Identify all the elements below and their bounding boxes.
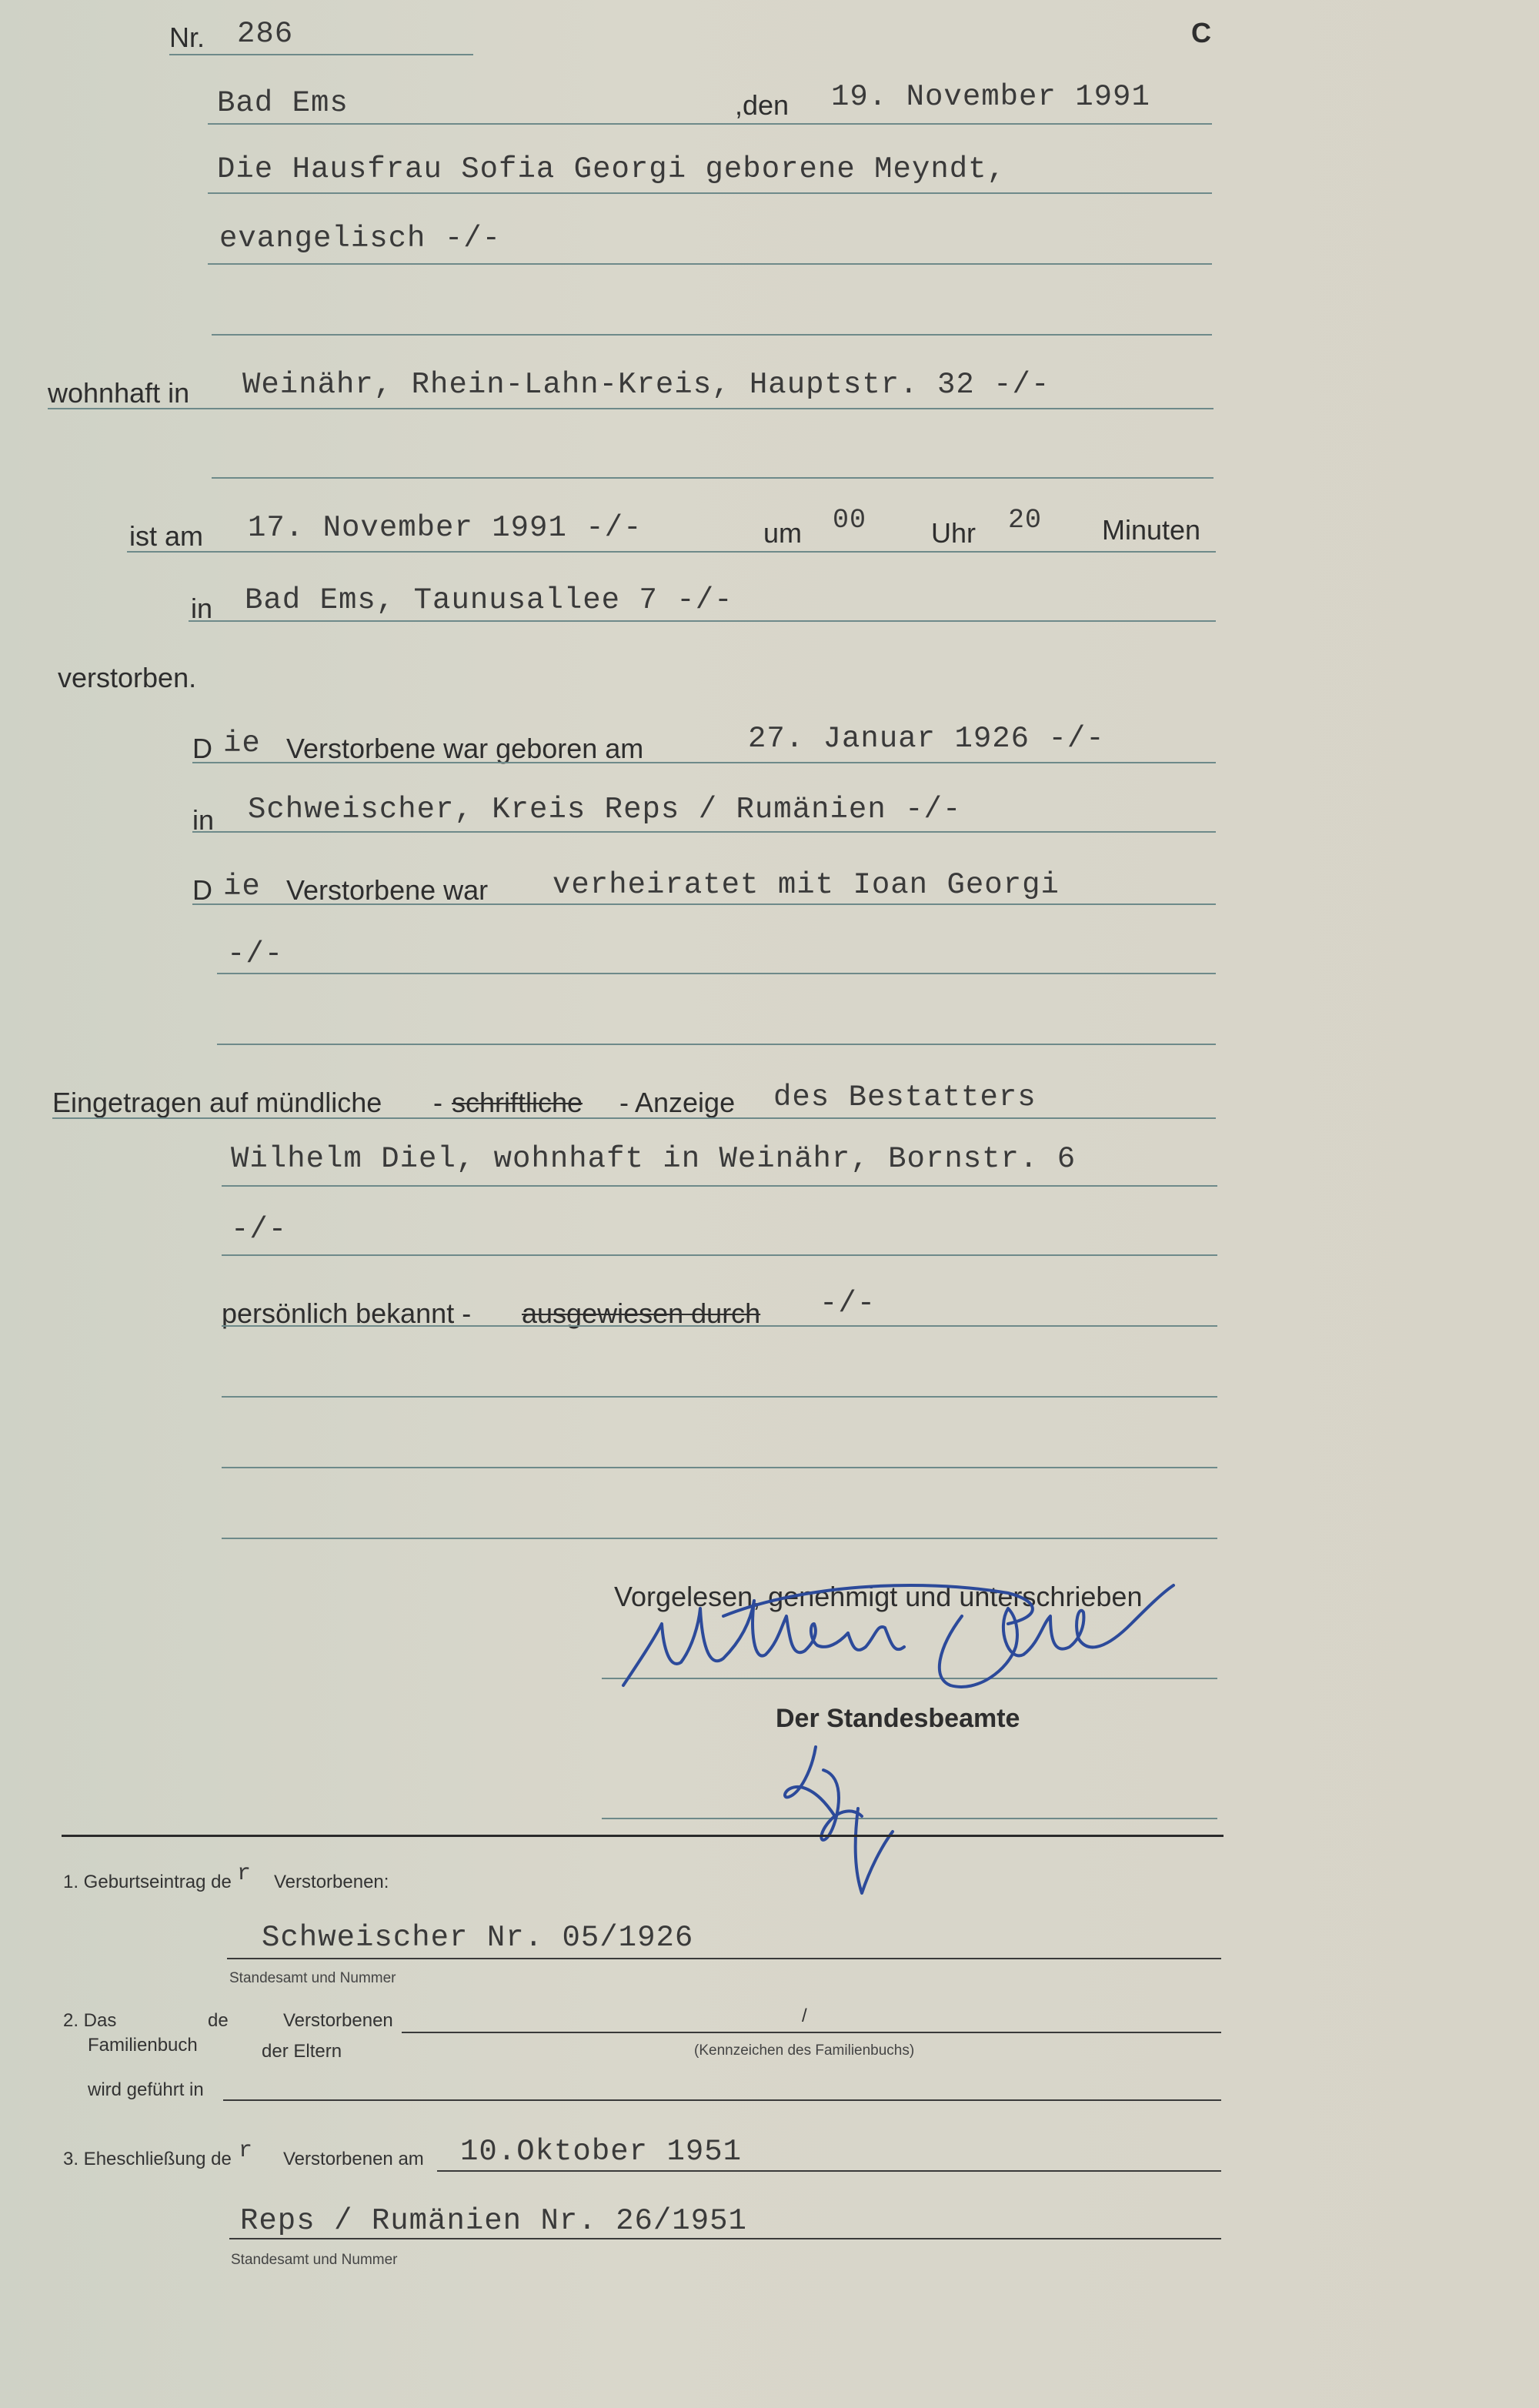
registration-line3: -/- (231, 1213, 288, 1247)
blank-line-4 (222, 1396, 1217, 1398)
marital-line2-rule (217, 973, 1216, 974)
note2-kennzeichen: (Kennzeichen des Familienbuchs) (694, 2042, 915, 2059)
known-line (222, 1325, 1217, 1327)
note3-r: r (239, 2138, 254, 2164)
death-hour: 00 (833, 505, 867, 536)
ist-am-label: ist am (129, 520, 204, 552)
um-label: um (763, 517, 803, 549)
note2-wird: wird geführt in (88, 2079, 204, 2100)
date-value: 19. November 1991 (831, 80, 1150, 114)
note2-familienbuch: Familienbuch (88, 2035, 198, 2056)
marital-d-label: D (192, 874, 212, 906)
note3-date: 10.Oktober 1951 (460, 2135, 743, 2169)
nr-label: Nr. (169, 22, 205, 53)
known-struck: ausgewiesen durch (522, 1298, 761, 1329)
note1-label2: Verstorbenen: (274, 1872, 389, 1892)
registration-label-end: - Anzeige (619, 1087, 736, 1118)
note3-sub: Standesamt und Nummer (231, 2252, 398, 2268)
death-place: Bad Ems, Taunusallee 7 -/- (245, 583, 733, 617)
birth-place: Schweischer, Kreis Reps / Rumänien -/- (248, 793, 962, 827)
person-line2: evangelisch -/- (219, 222, 502, 255)
note2-verstorbenen: Verstorbenen (283, 2010, 393, 2031)
note2-wird-line (223, 2099, 1221, 2101)
residence-value: Weinähr, Rhein-Lahn-Kreis, Hauptstr. 32 -/- (242, 368, 1050, 402)
place-value: Bad Ems (217, 86, 349, 120)
uhr-label: Uhr (931, 517, 976, 549)
blank-line-1 (212, 334, 1212, 336)
note3-place-line (229, 2238, 1221, 2239)
known-label: persönlich bekannt - (222, 1298, 472, 1329)
marital-line2: -/- (227, 937, 284, 971)
note2-line (402, 2032, 1221, 2033)
note3-line (437, 2170, 1221, 2172)
marital-line (192, 903, 1216, 905)
note1-value: Schweischer Nr. 05/1926 (262, 1921, 694, 1955)
note3-place: Reps / Rumänien Nr. 26/1951 (240, 2204, 747, 2238)
birth-d-typed: ie (223, 726, 261, 760)
note1-line (227, 1958, 1221, 1959)
known-typed: -/- (820, 1287, 876, 1321)
person-line1-rule (208, 192, 1212, 194)
birth-date-line (192, 762, 1216, 763)
death-date-line (127, 551, 1216, 553)
birth-d-label: D (192, 733, 212, 764)
death-place-line (189, 620, 1216, 622)
read-approved-text: Vorgelesen, genehmigt und unterschrieben (614, 1581, 1143, 1612)
note2-eltern: der Eltern (262, 2041, 342, 2062)
place-date-line (208, 123, 1212, 125)
marital-value: verheiratet mit Ioan Georgi (553, 868, 1060, 902)
registration-struck: schriftliche (452, 1087, 583, 1118)
residence-line (48, 408, 1214, 409)
birth-label: Verstorbene war geboren am (286, 733, 644, 764)
marital-label: Verstorbene war (286, 874, 489, 906)
marital-d-typed: ie (223, 870, 261, 903)
registration-line (52, 1117, 1216, 1119)
registration-line2: Wilhelm Diel, wohnhaft in Weinähr, Bornstr. 6 (231, 1142, 1077, 1176)
section-divider (62, 1835, 1224, 1837)
registrar-label: Der Standesbeamte (776, 1704, 1020, 1733)
note2-num: 2. Das (63, 2010, 117, 2031)
birth-place-line (192, 831, 1216, 833)
registration-label-start: Eingetragen auf mündliche (52, 1087, 382, 1118)
nr-line (169, 54, 473, 55)
blank-line-6 (222, 1538, 1217, 1539)
note3-label: 3. Eheschließung de (63, 2149, 232, 2169)
death-in-label: in (191, 593, 213, 624)
birth-in-label: in (192, 804, 215, 836)
registration-line2-rule (222, 1185, 1217, 1187)
verstorben-label: verstorben. (58, 662, 197, 693)
blank-line-5 (222, 1467, 1217, 1468)
note1-label: 1. Geburtseintrag de (63, 1872, 232, 1892)
den-label: ,den (735, 89, 790, 121)
note1-sub: Standesamt und Nummer (229, 1970, 396, 1986)
note2-de: de (208, 2010, 229, 2031)
death-minute: 20 (1008, 505, 1043, 536)
birth-date: 27. Januar 1926 -/- (748, 722, 1105, 756)
person-line2-rule (208, 263, 1212, 265)
blank-line-3 (217, 1044, 1216, 1045)
registrar-signature (770, 1732, 923, 1901)
registration-line3-rule (222, 1254, 1217, 1256)
registration-dash: - (433, 1087, 442, 1118)
note3-label2: Verstorbenen am (283, 2149, 424, 2169)
note1-r: r (237, 1861, 252, 1887)
blank-line-2 (212, 477, 1214, 479)
minuten-label: Minuten (1102, 514, 1201, 546)
death-date: 17. November 1991 -/- (248, 511, 643, 545)
informant-signature (608, 1570, 1224, 1724)
residence-label: wohnhaft in (48, 377, 190, 409)
nr-value: 286 (237, 17, 294, 51)
registration-typed: des Bestatters (773, 1080, 1037, 1114)
corner-letter: C (1191, 17, 1211, 48)
note2-slash: / (802, 2006, 807, 2026)
person-line1: Die Hausfrau Sofia Georgi geborene Meyndt, (217, 152, 1006, 186)
